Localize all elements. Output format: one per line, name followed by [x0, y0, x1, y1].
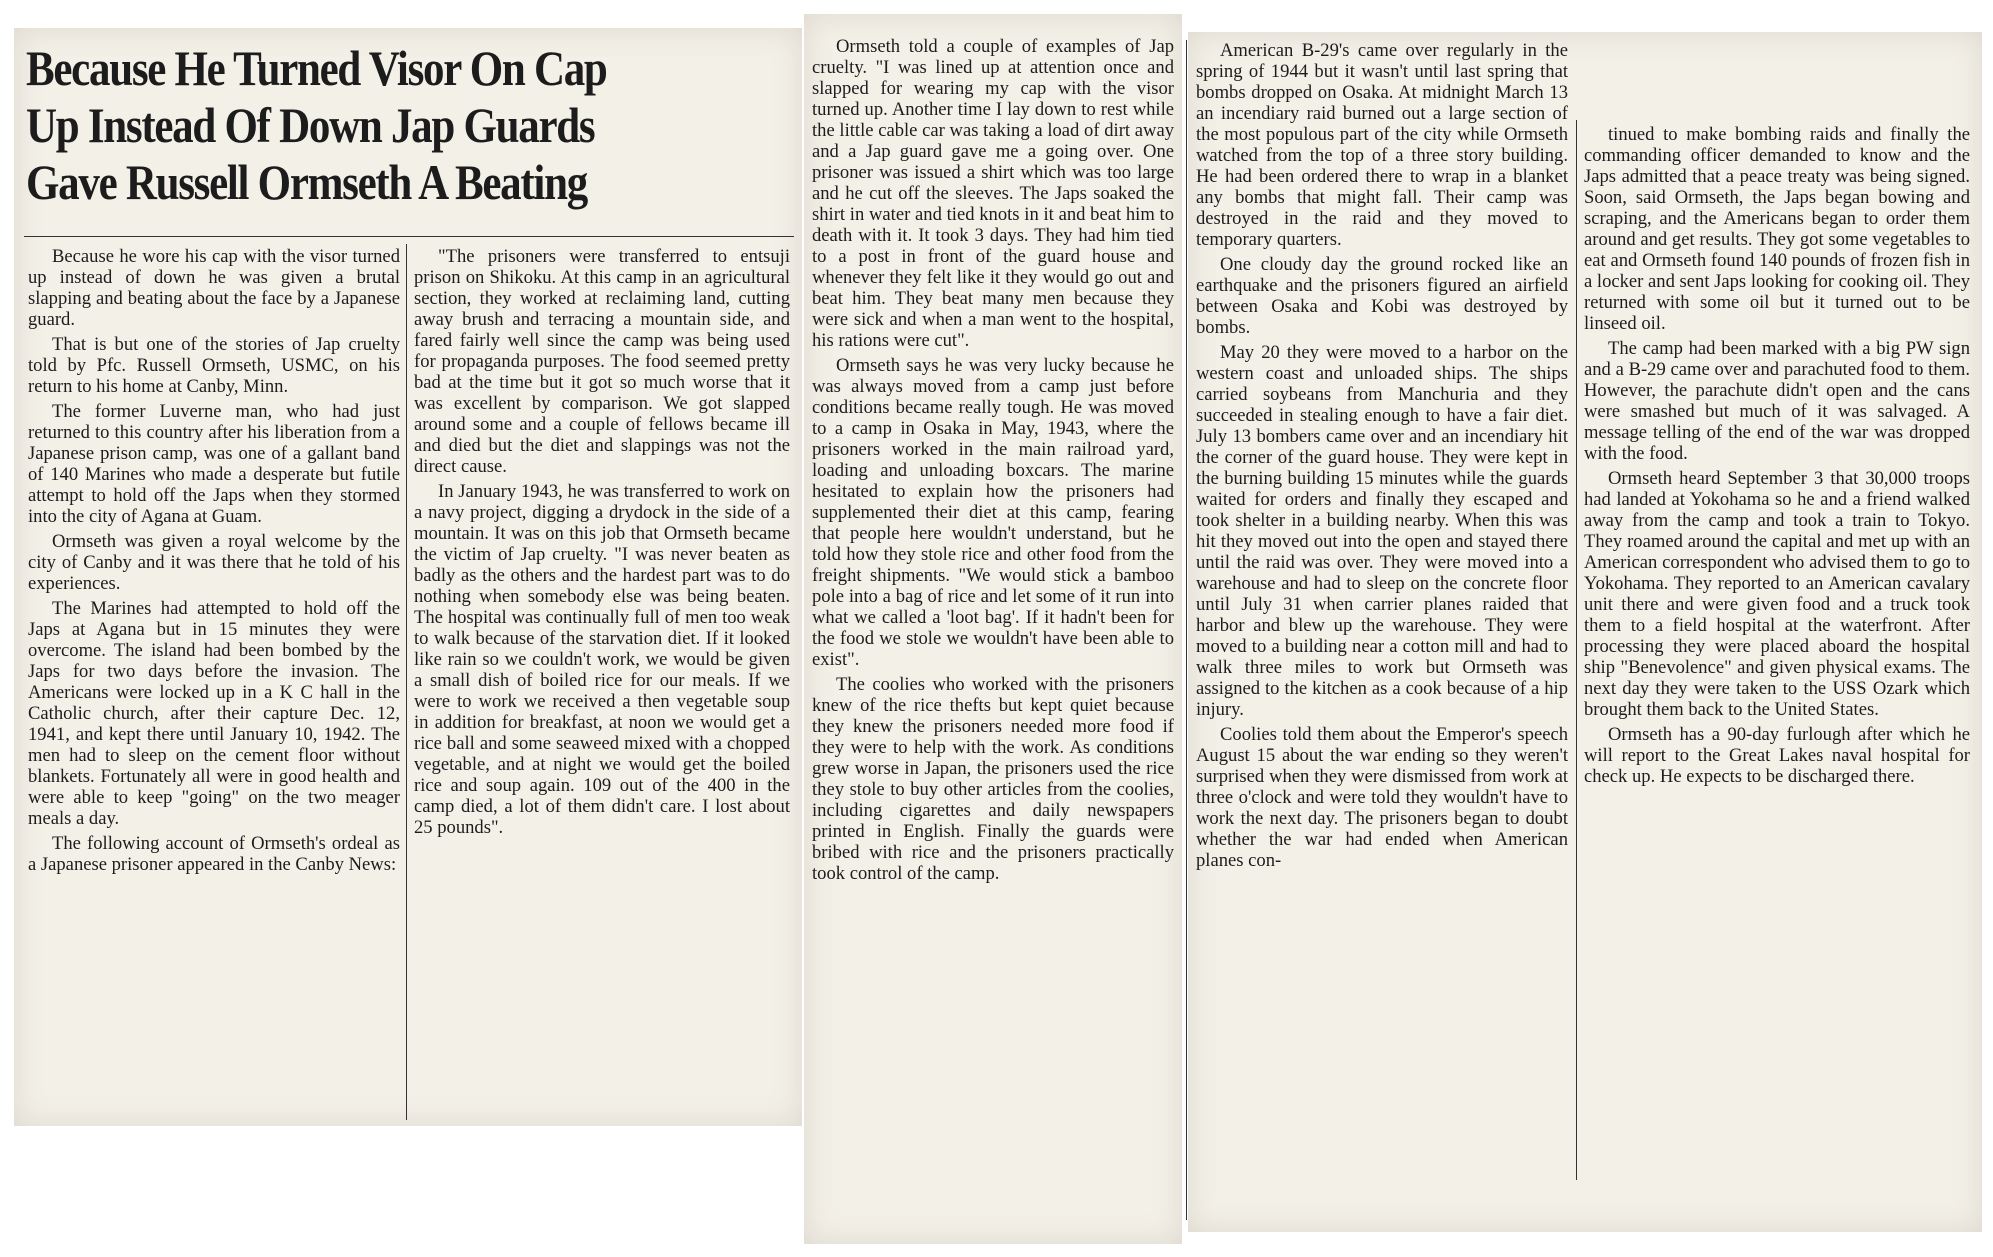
column-rule: [1186, 40, 1187, 1220]
paragraph: American B-29's came over regularly in the spring of 1944 but it wasn't until last spring that bombs dropped on Osaka. At midnight March 13 an incendiary raid burned out a large section of the most populous part of the city while Ormseth watched from the top of a three story building. He had been ordered there to wrap in a blanket any bombs that might fall. Their camp was destroyed in the raid and they moved to temporary quarters.: [1196, 40, 1568, 250]
column-rule: [1576, 120, 1577, 1180]
paragraph: Ormseth heard September 3 that 30,000 troops had landed at Yokohama so he and a friend walked away from the camp and took a train to Tokyo. They roamed around the capital and met up with an American correspondent who advised them to go to Yokohama. They reported to an American cavalary unit there and were given food and a truck took them to a field hospital at the waterfront. After processing they were placed aboard the hospital ship "Benevolence" and given physical exams. The next day they were taken to the USS Ozark which brought them back to the United States.: [1584, 468, 1970, 720]
headline: [26, 40, 607, 211]
paragraph: The following account of Ormseth's ordeal as a Japanese prisoner appeared in the Canby News:: [28, 833, 400, 875]
article-column-3: [812, 36, 1174, 888]
paragraph: May 20 they were moved to a harbor on the western coast and unloaded ships. The ships carried soybeans from Manchuria and they succeeded in stealing enough to have a fair diet. July 13 bombers came over and an incendiary hit the corner of the guard house. They were kept in the burning building 15 minutes while the guards waited for orders and finally they escaped and took shelter in a building nearby. When this was hit they moved out into the open and stayed there until the raid was over. They were moved into a warehouse and had to sleep on the concrete floor until July 31 when carrier planes raided that harbor and blew up the warehouse. They were moved to a building near a cotton mill and had to walk three miles to work but Ormseth was assigned to the kitchen as a cook because of a hip injury.: [1196, 342, 1568, 720]
paragraph: The camp had been marked with a big PW sign and a B-29 came over and parachuted food to them. However, the parachute didn't open and the cans were smashed but much of it was salvaged. A message telling of the end of the war was dropped with the food.: [1584, 338, 1970, 464]
paragraph: Because he wore his cap with the visor turned up instead of down he was given a brutal slapping and beating about the face by a Japanese guard.: [28, 246, 400, 330]
paragraph: Ormseth told a couple of examples of Jap cruelty. "I was lined up at attention once and slapped for wearing my cap with the visor turned up. Another time I lay down to rest while the little cable car was taking a load of dirt away and a Jap guard gave me a going over. One prisoner was issued a shirt which was too large and he cut off the sleeves. The Japs soaked the shirt in water and tied knots in it and beat him to death with it. It took 3 days. They had him tied to a post in front of the guard house and whenever they felt like it they would go out and beat him. They beat many men because they were sick and when a man went to the hospital, his rations were cut".: [812, 36, 1174, 351]
headline-line: Up Instead Of Down Jap Guards: [26, 97, 595, 153]
article-column-5: [1584, 124, 1970, 791]
column-rule: [406, 244, 407, 1120]
paragraph: Ormseth has a 90-day furlough after which he will report to the Great Lakes naval hospital for check up. He expects to be discharged there.: [1584, 724, 1970, 787]
headline-line: Because He Turned Visor On Cap: [26, 40, 607, 96]
paragraph: The former Luverne man, who had just returned to this country after his liberation from a Japanese prison camp, was one of a gallant band of 140 Marines who made a desperate but futile attempt to hold off the Japs when they stormed into the city of Agana at Guam.: [28, 401, 400, 527]
paragraph: In January 1943, he was transferred to work on a navy project, digging a drydock in the side of a mountain. It was on this job that Ormseth became the victim of Jap cruelty. "I was never beaten as badly as the others and the hardest part was to do nothing when somebody else was being beaten. The hospital was continually full of men too weak to walk because of the starvation diet. If it looked like rain so we couldn't work, we would be given a small dish of boiled rice for our meals. If we were to work we received a then vegetable soup in addition for breakfast, at noon we would get a rice ball and some seaweed mixed with a chopped vegetable, and at night we would get the boiled rice and soup again. 109 out of the 400 in the camp died, a lot of them didn't care. I lost about 25 pounds".: [414, 481, 790, 838]
article-column-2: [414, 246, 790, 842]
paragraph: The coolies who worked with the prisoners knew of the rice thefts but kept quiet because they knew the prisoners needed more food if they were to help with the work. As conditions grew worse in Japan, the prisoners used the rice they stole to buy other articles from the coolies, including cigarettes and daily newspapers printed in English. Finally the guards were bribed with rice and the prisoners practically took control of the camp.: [812, 674, 1174, 884]
paragraph: Ormseth says he was very lucky because he was always moved from a camp just before conditions became really tough. He was moved to a camp in Osaka in May, 1943, where the prisoners worked in the main railroad yard, loading and unloading boxcars. The marine hesitated to explain how the prisoners had supplemented their diet at this camp, fearing that people here wouldn't understand, but he told how they stole rice and other food from the freight shipments. "We would stick a bamboo pole into a bag of rice and let some of it run into what we called a 'loot bag'. If it hadn't been for the food we stole we wouldn't have been able to exist".: [812, 355, 1174, 670]
paragraph: That is but one of the stories of Jap cruelty told by Pfc. Russell Ormseth, USMC, on his return to his home at Canby, Minn.: [28, 334, 400, 397]
paragraph: Coolies told them about the Emperor's speech August 15 about the war ending so they weren't surprised when they were dismissed from work at three o'clock and were told they wouldn't have to work the next day. The prisoners began to doubt whether the war had ended when American planes con-: [1196, 724, 1568, 871]
headline-line: Gave Russell Ormseth A Beating: [26, 154, 587, 210]
article-column-4: [1196, 40, 1568, 875]
paragraph: One cloudy day the ground rocked like an earthquake and the prisoners figured an airfield between Osaka and Kobi was destroyed by bombs.: [1196, 254, 1568, 338]
paragraph: tinued to make bombing raids and finally the commanding officer demanded to know and the Japs admitted that a peace treaty was being signed. Soon, said Ormseth, the Japs began bowing and scraping, and the Americans began to order them around and get results. They got some vegetables to eat and Ormseth found 140 pounds of frozen fish in a locker and sent Japs looking for cooking oil. They returned with some oil but it turned out to be linseed oil.: [1584, 124, 1970, 334]
article-column-1: [28, 246, 400, 879]
paragraph: Ormseth was given a royal welcome by the city of Canby and it was there that he told of his experiences.: [28, 531, 400, 594]
paragraph: "The prisoners were transferred to entsuji prison on Shikoku. At this camp in an agricultural section, they worked at reclaiming land, cutting away brush and terracing a mountain side, and fared fairly well since the camp was being used for propaganda purposes. The food seemed pretty bad at the time but it got so much worse that it was excellent by comparison. We got slapped around some and a couple of fellows became ill and died but the diet and slappings was not the direct cause.: [414, 246, 790, 477]
paragraph: The Marines had attempted to hold off the Japs at Agana but in 15 minutes they were overcome. The island had been bombed by the Japs for two days before the invasion. The Americans were locked up in a K C hall in the Catholic church, after their capture Dec. 12, 1941, and kept there until January 10, 1942. The men had to sleep on the cement floor without blankets. Fortunately all were in good health and were able to keep "going" on the two meager meals a day.: [28, 598, 400, 829]
headline-rule: [24, 236, 794, 237]
